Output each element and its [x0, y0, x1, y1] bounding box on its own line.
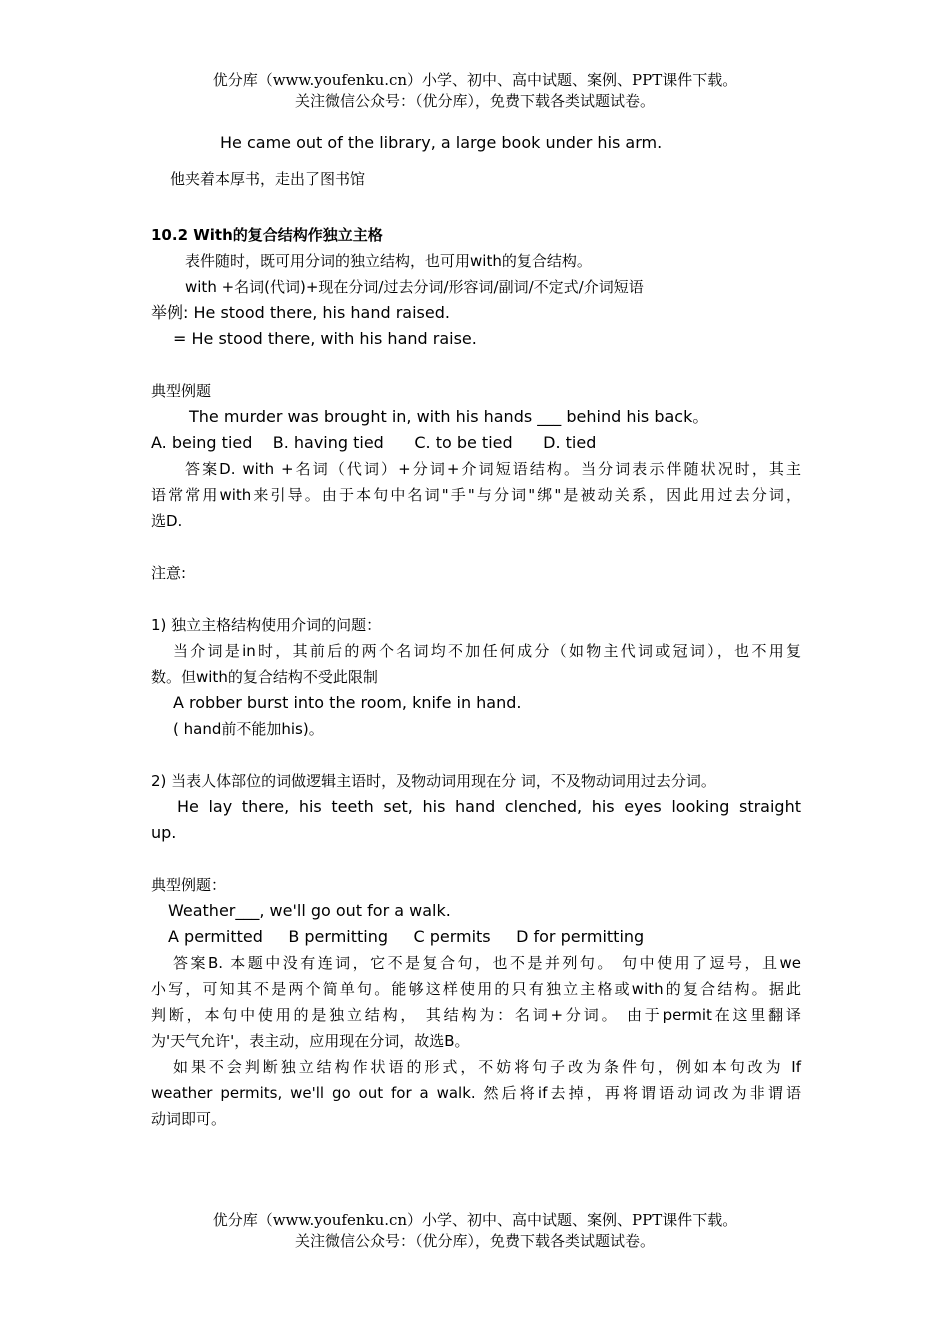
intro-example-cn	[170, 166, 820, 192]
q2-tip-line-3: 动词即可。	[151, 1110, 227, 1128]
note-point-1-title: 1) 独立主格结构使用介词的问题：	[151, 616, 382, 634]
note-label: 注意:	[151, 564, 187, 582]
footer-line-1: 优分库（www.youfenku.cn）小学、初中、高中试题、案例、PPT课件下载。	[212, 1211, 738, 1229]
q1-answer-line-3: 选D.	[151, 512, 183, 530]
note-point-1-example: A robber burst into the room, knife in hand.	[173, 693, 522, 712]
q1-answer-line-1: 答案D. with +名词（代词）+分词+介词短语结构。当分词表示伴随状况时，其主	[185, 460, 801, 478]
q1-answer-line-2: 语常常用with来引导。由于本句中名词"手"与分词"绑"是被动关系，因此用过去分词，	[151, 486, 801, 504]
q2-stem: Weather___, we'll go out for a walk.	[168, 901, 451, 920]
header-line-1: 优分库（www.youfenku.cn）小学、初中、高中试题、案例、PPT课件下载。	[212, 71, 738, 89]
q2-options: A permitted B permitting C permits D for permitting	[168, 927, 645, 946]
section-example-1: 举例: He stood there, his hand raised.	[151, 303, 450, 322]
header-line-2: 关注微信公众号：（优分库），免费下载各类试题试卷。	[294, 92, 655, 110]
q2-answer-line-2: 小写，可知其不是两个简单句。能够这样使用的只有独立主格或with的复合结构。据此	[151, 980, 801, 998]
q1-stem: The murder was brought in, with his hands ___ behind his back。	[189, 407, 709, 426]
section-desc: 表件随时，既可用分词的独立结构，也可用with的复合结构。	[185, 252, 592, 270]
note-point-2-example-line-2: up.	[151, 823, 177, 842]
note-point-1-line-2: 数。但with的复合结构不受此限制	[151, 668, 378, 686]
intro-example-cn-text: 他夹着本厚书，走出了图书馆	[170, 170, 366, 188]
note-point-1-remark: ( hand前不能加his)。	[173, 720, 324, 738]
q2-answer-line-3: 判断，本句中使用的是独立结构， 其结构为：名词+分词。 由于permit在这里翻译	[151, 1006, 801, 1024]
section-example-2: = He stood there, with his hand raise.	[173, 329, 477, 348]
q2-label: 典型例题：	[151, 876, 227, 894]
section-10-2	[151, 222, 801, 1132]
q1-label: 典型例题	[151, 382, 212, 400]
intro-example-en-text: He came out of the library, a large book under his arm.	[220, 133, 663, 152]
footer-line-2: 关注微信公众号：（优分库），免费下载各类试题试卷。	[294, 1232, 655, 1250]
q2-answer-line-1: 答案B. 本题中没有连词，它不是复合句，也不是并列句。 句中使用了逗号，且we	[173, 954, 801, 972]
q2-answer-line-4: 为'天气允许'，表主动，应用现在分词，故选B。	[151, 1032, 470, 1050]
q2-tip-line-1: 如果不会判断独立结构作状语的形式，不妨将句子改为条件句，例如本句改为 If	[173, 1058, 801, 1076]
note-point-2-title: 2) 当表人体部位的词做逻辑主语时，及物动词用现在分 词，不及物动词用过去分词。	[151, 772, 716, 790]
page-footer	[0, 1210, 950, 1252]
note-point-1-line-1: 当介词是in时，其前后的两个名词均不加任何成分（如物主代词或冠词），也不用复	[173, 642, 801, 660]
page-header	[0, 70, 950, 112]
q1-options: A. being tied B. having tied C. to be tied D. tied	[151, 433, 597, 452]
intro-example-en	[220, 130, 870, 156]
note-point-2-example-line-1: He lay there, his teeth set, his hand clenched, his eyes looking straight	[177, 797, 801, 816]
q2-tip-line-2: weather permits, we'll go out for a walk. 然后将if去掉，再将谓语动词改为非谓语	[151, 1084, 801, 1102]
section-title: 10.2 With的复合结构作独立主格	[151, 226, 383, 244]
section-formula: with +名词(代词)+现在分词/过去分词/形容词/副词/不定式/介词短语	[185, 278, 644, 296]
